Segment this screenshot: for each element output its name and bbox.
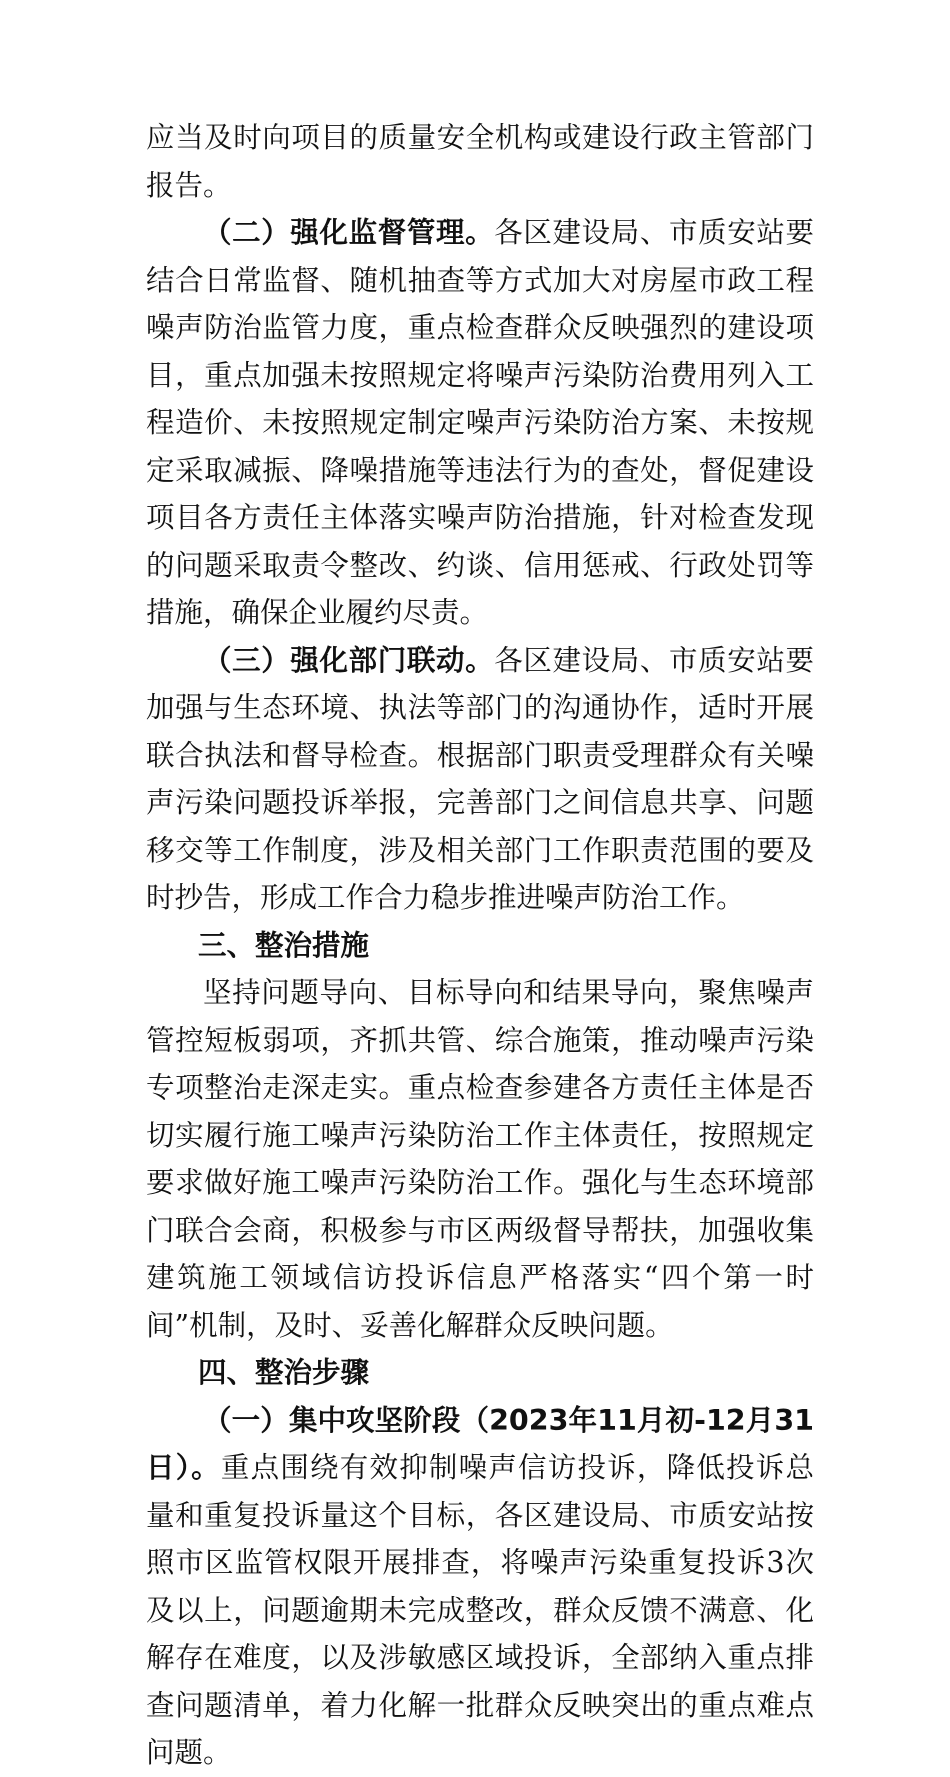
section-heading-steps: 四、整治步骤 bbox=[198, 1356, 370, 1389]
paragraph-coordination bbox=[146, 637, 814, 922]
section-heading-measures: 三、整治措施 bbox=[198, 928, 370, 962]
paragraph-text: 各区建设局、市质安站要加强与生态环境、执法等部门的沟通协作，适时开展联合执法和督导检查。根据部门职责受理群众有关噪声污染问题投诉举报，完善部门之间信息共享、问题移交等工作制度，涉及相关部门工作职责范围的要及时抄告，形成工作合力稳步推进噪声防治工作。 bbox=[146, 643, 814, 914]
paragraph-text: 重点围绕有效抑制噪声信访投诉，降低投诉总量和重复投诉量这个目标，各区建设局、市质安站按照市区监管权限开展排查，将噪声污染重复投诉3次及以上，问题逾期未完成整改，群众反馈不满意、化解存在难度，以及涉敏感区域投诉，全部纳入重点排查问题清单，着力化解一批群众反映突出的重点难点问题。 bbox=[146, 1451, 814, 1769]
paragraph-report bbox=[146, 114, 814, 209]
section-subheading-phase-one: （一）集中攻坚阶段（2023年11月初-12月31日）。 bbox=[146, 1403, 814, 1484]
section-subheading-coordination: （三）强化部门联动。 bbox=[203, 643, 495, 677]
section-subheading-supervision: （二）强化监督管理。 bbox=[203, 216, 495, 249]
paragraph-text: 坚持问题导向、目标导向和结果导向，聚焦噪声管控短板弱项，齐抓共管、综合施策，推动噪声污染专项整治走深走实。重点检查参建各方责任主体是否切实履行施工噪声污染防治工作主体责任，按照规定要求做好施工噪声污染防治工作。强化与生态环境部门联合会商，积极参与市区两级督导帮扶，加强收集建筑施工领域信访投诉信息严格落实“四个第一时间”机制，及时、妥善化解群众反映问题。 bbox=[146, 976, 814, 1342]
paragraph-supervision bbox=[146, 209, 814, 637]
paragraph-text: 应当及时向项目的质量安全机构或建设行政主管部门报告。 bbox=[146, 121, 814, 202]
paragraph-text: 各区建设局、市质安站要结合日常监督、随机抽查等方式加大对房屋市政工程噪声防治监管力度，重点检查群众反映强烈的建设项目，重点加强未按照规定将噪声污染防治费用列入工程造价、未按照规定制定噪声污染防治方案、未按规定采取减振、降噪措施等违法行为的查处，督促建设项目各方责任主体落实噪声防治措施，针对检查发现的问题采取责令整改、约谈、信用惩戒、行政处罚等措施，确保企业履约尽责。 bbox=[146, 216, 814, 629]
paragraph-measures bbox=[146, 969, 814, 1349]
paragraph-phase-one bbox=[146, 1397, 814, 1777]
